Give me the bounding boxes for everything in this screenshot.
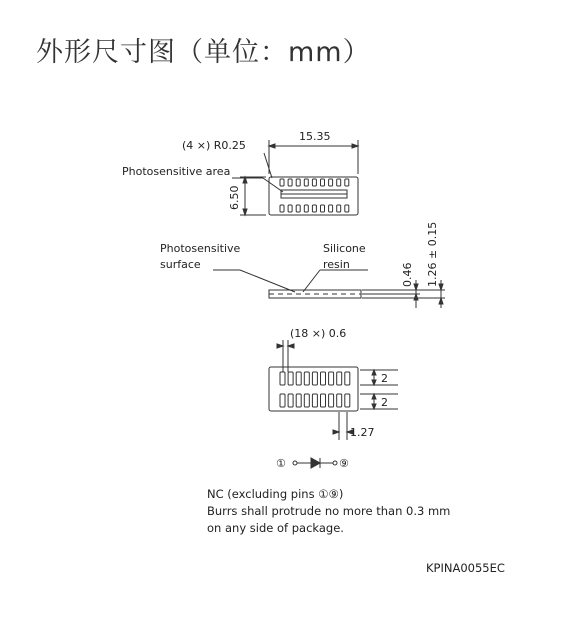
- pad: [280, 179, 284, 186]
- note-line-3: on any side of package.: [207, 521, 344, 535]
- pad: [288, 394, 293, 407]
- pad: [288, 179, 292, 186]
- pad: [345, 179, 349, 186]
- pad: [312, 179, 316, 186]
- corner-radius-label: (4 ×) R0.25: [182, 139, 246, 152]
- pad: [280, 394, 285, 407]
- pad: [329, 394, 334, 407]
- note-line-1: NC (excluding pins ①⑨): [207, 487, 344, 501]
- pad: [296, 179, 300, 186]
- photosensitive-surface-label-2: surface: [160, 258, 201, 271]
- pitch-dimension: 1.27: [350, 426, 375, 439]
- pin-1-label: ①: [276, 457, 286, 470]
- width-dimension: 15.35: [299, 130, 331, 143]
- total-thickness-dimension: 1.26 ± 0.15: [426, 221, 439, 287]
- pad: [337, 205, 341, 212]
- resin-thickness-dimension: 0.46: [401, 262, 414, 287]
- pad: [321, 205, 325, 212]
- pad-width-label: (18 ×) 0.6: [290, 327, 347, 340]
- photosensitive-surface-label-1: Photosensitive: [160, 242, 241, 255]
- drawing-code: KPINA0055EC: [426, 561, 505, 575]
- pad: [329, 179, 333, 186]
- pad: [312, 205, 316, 212]
- pad: [312, 372, 317, 385]
- silicone-resin-label-1: Silicone: [323, 242, 366, 255]
- pin-9-label: ⑨: [339, 457, 349, 470]
- pad: [288, 372, 293, 385]
- pad: [345, 394, 350, 407]
- pad: [337, 372, 342, 385]
- note-line-2: Burrs shall protrude no more than 0.3 mm: [207, 504, 451, 518]
- top-view-pads-lower: [280, 205, 349, 212]
- pad: [312, 394, 317, 407]
- pad: [337, 179, 341, 186]
- pad: [321, 394, 326, 407]
- pad-length-bottom-dimension: 2: [381, 396, 388, 409]
- pad: [321, 372, 326, 385]
- pad: [329, 205, 333, 212]
- pad-length-top-dimension: 2: [381, 372, 388, 385]
- pad: [329, 372, 334, 385]
- pad: [304, 179, 308, 186]
- pad: [321, 179, 325, 186]
- pad: [304, 205, 308, 212]
- pad: [304, 372, 309, 385]
- pad: [296, 372, 301, 385]
- pad: [304, 394, 309, 407]
- page-title: 外形尺寸图（单位：mm）: [36, 37, 371, 68]
- silicone-resin-label-2: resin: [323, 258, 350, 271]
- pad: [280, 205, 284, 212]
- top-view-pads-upper: [280, 179, 349, 186]
- pad: [296, 205, 300, 212]
- photosensitive-area-label: Photosensitive area: [122, 165, 231, 178]
- pad: [345, 205, 349, 212]
- notes: [207, 486, 450, 537]
- pad: [296, 394, 301, 407]
- pad: [345, 372, 350, 385]
- pad: [288, 205, 292, 212]
- height-dimension: 6.50: [228, 185, 241, 210]
- pad: [280, 372, 285, 385]
- pad: [337, 394, 342, 407]
